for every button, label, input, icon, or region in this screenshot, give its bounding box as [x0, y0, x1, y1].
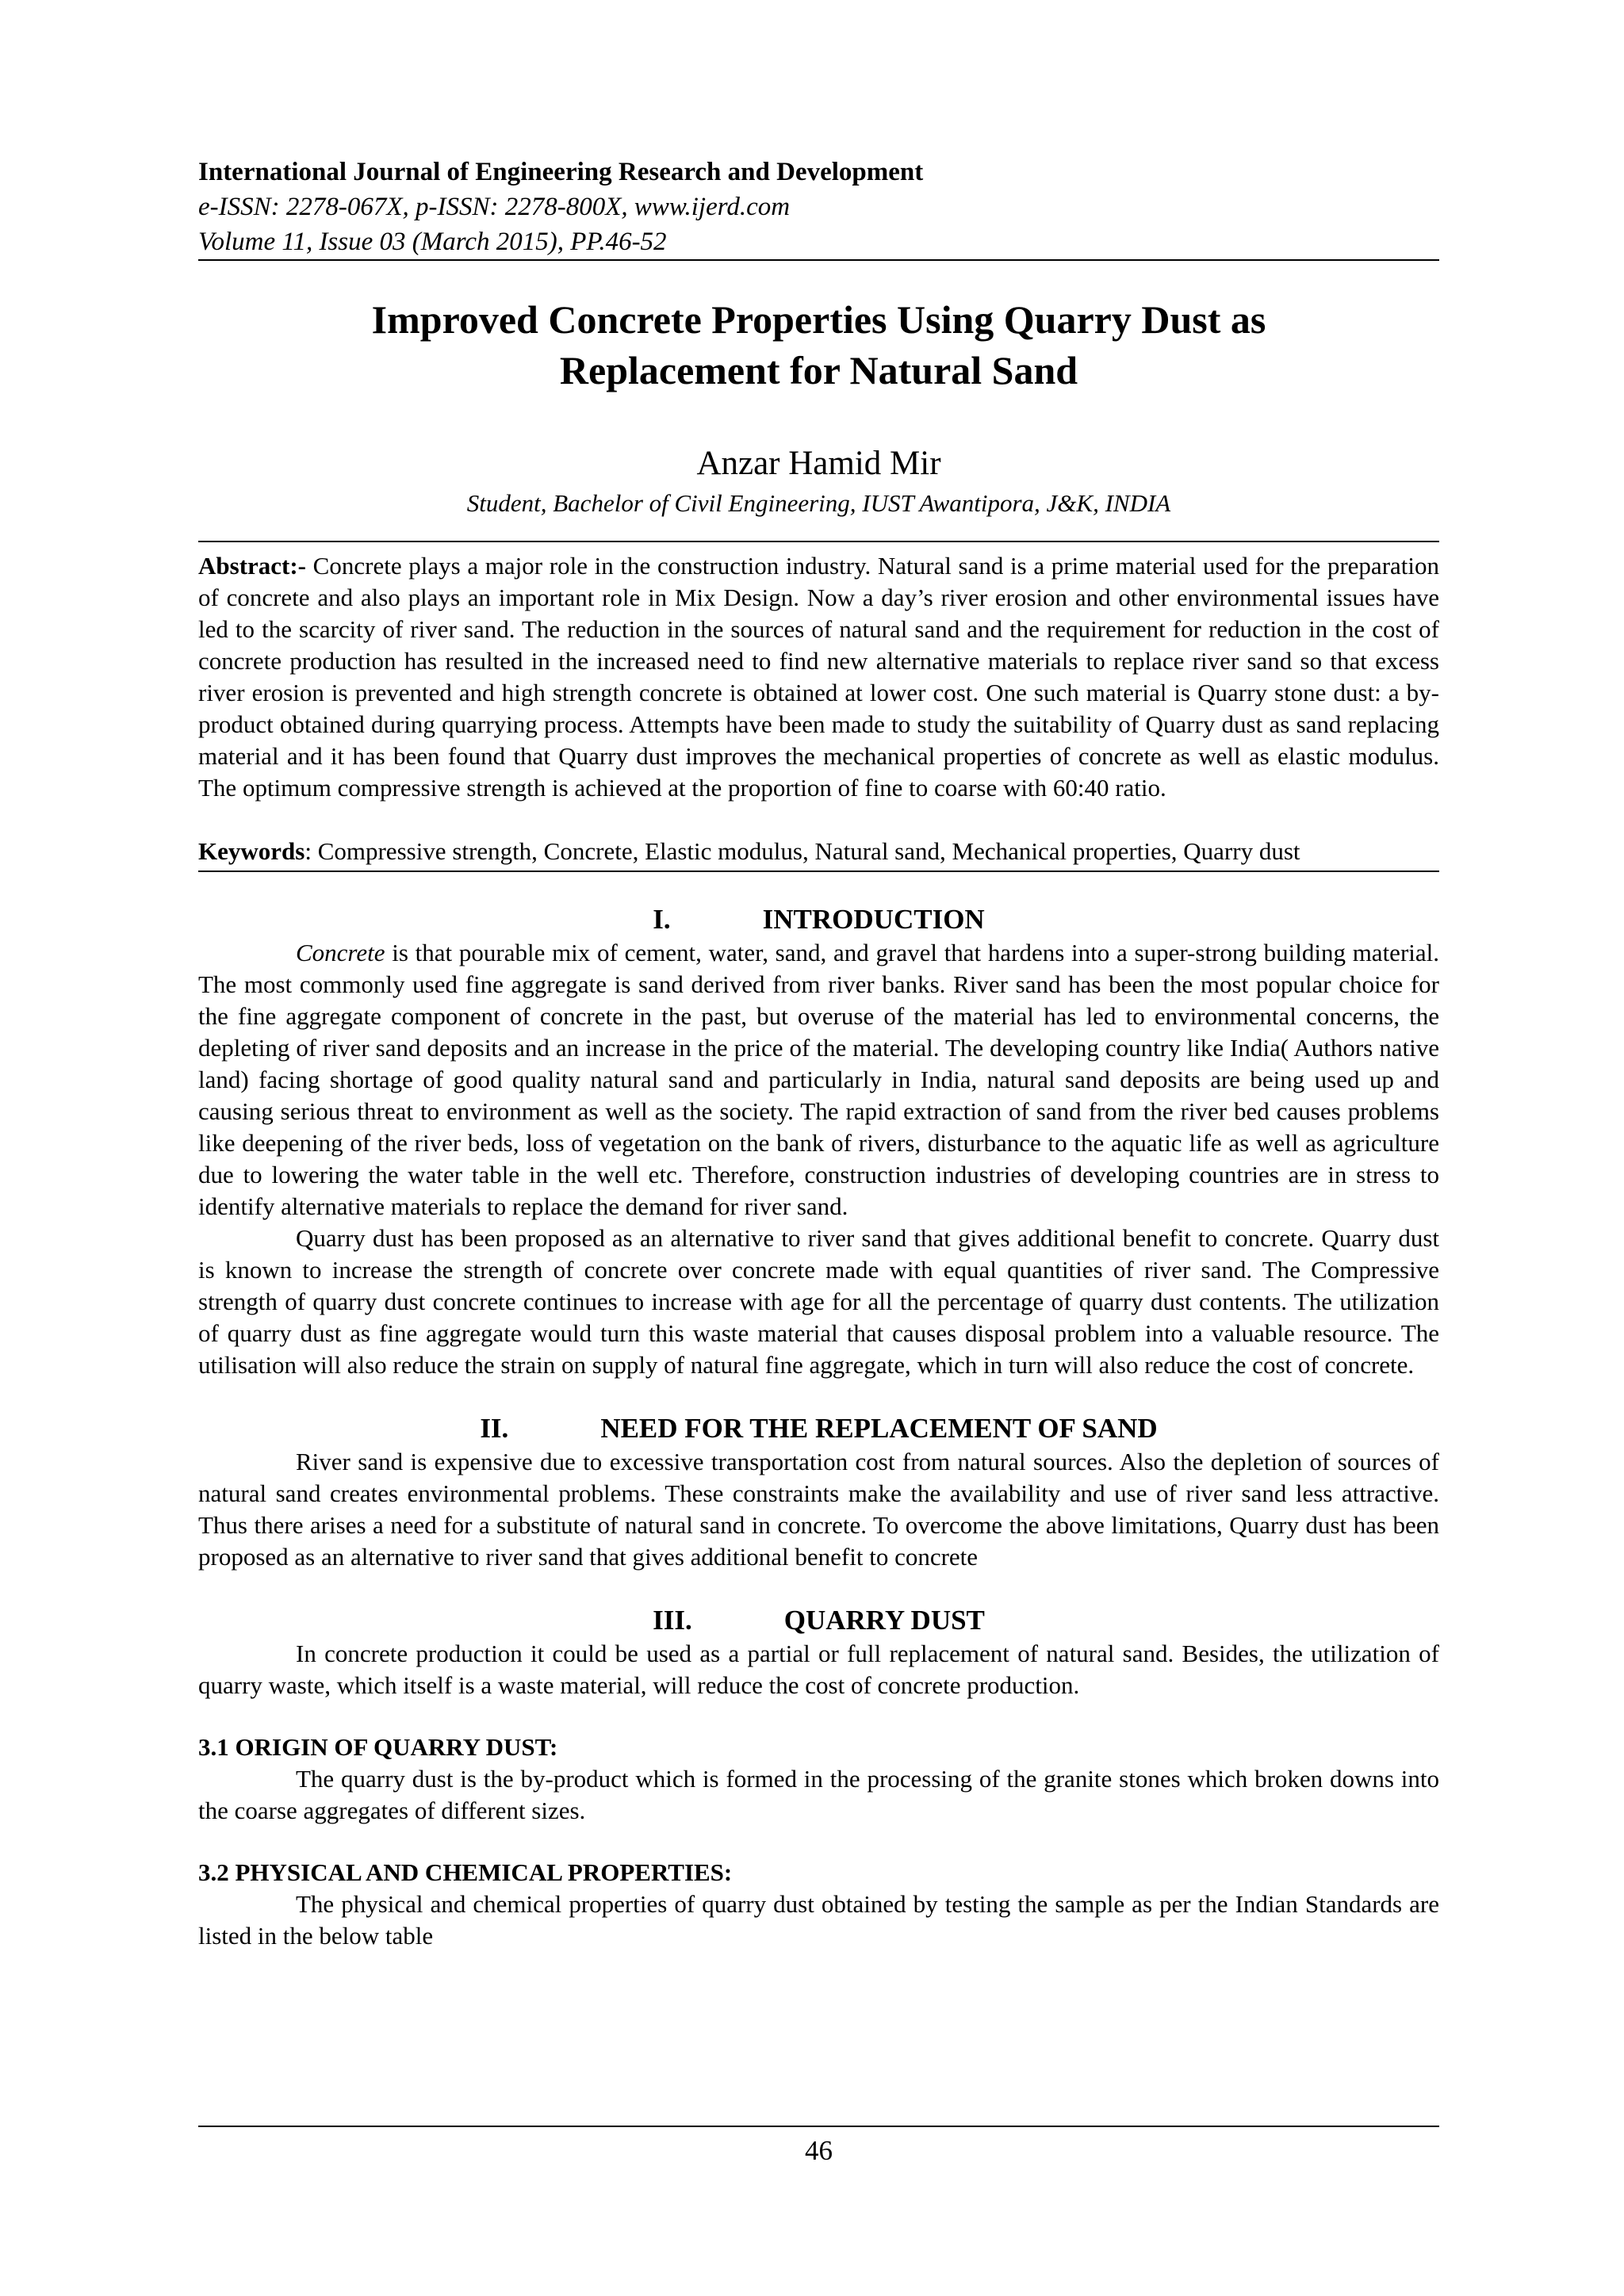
concrete-term: Concrete [296, 939, 385, 966]
section-number: I. [653, 904, 671, 935]
paper-title [198, 294, 1439, 396]
page-footer [198, 2126, 1439, 2168]
section-title: INTRODUCTION [762, 904, 985, 935]
keywords-rule [198, 871, 1439, 872]
section-heading-quarry-dust [198, 1603, 1439, 1638]
need-paragraph: River sand is expensive due to excessive transportation cost from natural sources. Also the depletion of sources of natural sand creates environmental problems. These constraints make the availability and use of river sand less attractive. Thus there arises a need for a substitute of natural sand in concrete. To overcome the above limitations, Quarry dust has been proposed as an alternative to river sand that gives additional benefit to concrete [198, 1448, 1439, 1571]
introduction-paragraph-2: Quarry dust has been proposed as an alternative to river sand that gives additional benefit to concrete. Quarry dust is known to increase the strength of concrete over concrete made with equal quantities of river sand. The Compressive strength of quarry dust concrete continues to increase with age for all the percentage of quarry dust contents. The utilization of quarry dust as fine aggregate would turn this waste material that causes disposal problem into a valuable resource. The utilisation will also reduce the strain on supply of natural fine aggregate, which in turn will also reduce the cost of concrete. [198, 1224, 1439, 1379]
keywords [198, 836, 1439, 867]
section-number: III. [653, 1605, 692, 1636]
properties-paragraph: The physical and chemical properties of quarry dust obtained by testing the sample as per the Indian Standards are listed in the below table [198, 1890, 1439, 1950]
abstract [198, 550, 1439, 804]
section-number: II. [480, 1413, 509, 1444]
abstract-paragraph [198, 550, 1439, 804]
introduction-paragraph-1-text: is that pourable mix of cement, water, sand, and gravel that hardens into a super-strong building material. The most commonly used fine aggregate is sand derived from river banks. River sand has been the most popular choice for the fine aggregate component of concrete in the past, but overuse of the material has led to environmental concerns, the depleting of river sand deposits and an increase in the price of the material. The developing country like India( Authors native land) facing shortage of good quality natural sand and particularly in India, natural sand deposits are being used up and causing serious threat to environment as well as the society. The rapid extraction of sand from the river bed causes problems like deepening of the river beds, loss of vegetation on the bank of rivers, disturbance to the aquatic life as well as agriculture due to lowering the water table in the well etc. Therefore, construction industries of developing countries are in stress to identify alternative materials to replace the demand for river sand. [198, 939, 1439, 1220]
abstract-label: Abstract:- [198, 552, 307, 580]
journal-issn: e-ISSN: 2278-067X, p-ISSN: 2278-800X, www.ijerd.com [198, 193, 791, 221]
paper-page [198, 155, 1439, 1952]
quarry-dust-paragraph: In concrete production it could be used as a partial or full replacement of natural sand. Besides, the utilization of quarry waste, which itself is a waste material, will reduce the cost of concrete production. [198, 1640, 1439, 1699]
paper-title-line-2: Replacement for Natural Sand [559, 348, 1078, 392]
keywords-text: : Compressive strength, Concrete, Elastic modulus, Natural sand, Mechanical properties, Quarry dust [304, 837, 1300, 865]
section-heading-need [198, 1411, 1439, 1446]
page-number: 46 [805, 2135, 833, 2166]
journal-title: International Journal of Engineering Research and Development [198, 158, 924, 186]
origin-paragraph: The quarry dust is the by-product which is formed in the processing of the granite stones which broken downs into the coarse aggregates of different sizes. [198, 1765, 1439, 1824]
subsection-heading-properties: 3.2 PHYSICAL AND CHEMICAL PROPERTIES: [198, 1858, 733, 1886]
section-title: NEED FOR THE REPLACEMENT OF SAND [600, 1413, 1158, 1444]
journal-header [198, 155, 1439, 259]
author-affiliation: Student, Bachelor of Civil Engineering, IUST Awantipora, J&K, INDIA [466, 489, 1171, 517]
abstract-top-rule [198, 541, 1439, 542]
author-name: Anzar Hamid Mir [696, 445, 941, 482]
paper-title-line-1: Improved Concrete Properties Using Quarry Dust as [371, 297, 1266, 342]
introduction-paragraph-1 [198, 937, 1439, 1223]
keywords-label: Keywords [198, 837, 305, 865]
abstract-text: Concrete plays a major role in the construction industry. Natural sand is a prime material used for the preparation of concrete and also plays an important role in Mix Design. Now a day’s river erosion and other environmental issues have led to the scarcity of river sand. The reduction in the sources of natural sand and the requirement for reduction in the cost of concrete production has resulted in the increased need to find new alternative materials to replace river sand so that excess river erosion is prevented and high strength concrete is obtained at lower cost. One such material is Quarry stone dust: a by-product obtained during quarrying process. Attempts have been made to study the suitability of Quarry dust as sand replacing material and it has been found that Quarry dust improves the mechanical properties of concrete as well as elastic modulus. The optimum compressive strength is achieved at the proportion of fine to coarse with 60:40 ratio. [198, 552, 1439, 802]
section-heading-introduction [198, 902, 1439, 937]
header-rule [198, 259, 1439, 261]
footer-rule [198, 2126, 1439, 2127]
journal-volume: Volume 11, Issue 03 (March 2015), PP.46-52 [198, 228, 667, 256]
section-title: QUARRY DUST [783, 1605, 985, 1636]
subsection-heading-origin: 3.1 ORIGIN OF QUARRY DUST: [198, 1733, 558, 1761]
